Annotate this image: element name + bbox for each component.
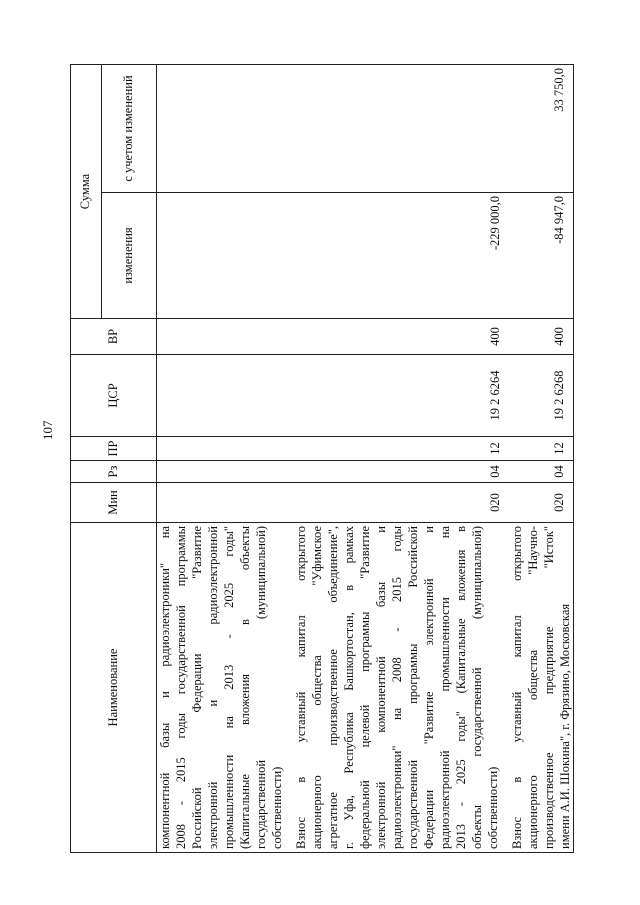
row-name-line: Российской Федерации "Развитие: [190, 526, 204, 849]
col-header-pr: ПР: [71, 437, 157, 461]
row-name-line: Федерации "Развитие электронной и: [422, 526, 436, 849]
row-min: [157, 483, 294, 523]
row-name-line: государственной (муниципальной): [254, 526, 268, 849]
row-vr: [157, 319, 294, 355]
col-header-izm: изменения: [102, 193, 157, 319]
table-body: [157, 65, 574, 853]
row-name-line: г. Уфа, Республика Башкортостан, в рамках: [342, 526, 356, 849]
row-name-line: агрегатное производственное объединение",: [326, 526, 340, 849]
col-header-name: Наименование: [71, 523, 157, 853]
row-itog: [293, 65, 509, 193]
row-name-line: промышленности на 2013 - 2025 годы": [222, 526, 236, 849]
row-izm: [157, 193, 294, 319]
row-itog: 33 750,0: [509, 65, 574, 193]
col-header-min: Мин: [71, 483, 157, 523]
row-name-line: собственности): [486, 766, 500, 849]
row-rz: 04: [509, 461, 574, 483]
table-header: [71, 65, 157, 853]
table-row: [509, 65, 574, 853]
row-itog: [157, 65, 294, 193]
row-izm: -229 000,0: [293, 193, 509, 319]
row-rz: [157, 461, 294, 483]
row-csr: 19 2 6268: [509, 355, 574, 437]
row-name-line: электронной и радиоэлектронной: [206, 526, 220, 849]
row-name-line: государственной программы Российской: [406, 526, 420, 849]
row-vr: 400: [509, 319, 574, 355]
row-spacer: [285, 526, 293, 849]
col-header-rz: Рз: [71, 461, 157, 483]
row-pr: [157, 437, 294, 461]
row-name-line: собственности): [270, 766, 284, 849]
row-izm: -84 947,0: [509, 193, 574, 319]
row-name-line: имени А.И. Шокина", г. Фрязино, Московская: [558, 603, 572, 849]
row-name-line: 2013 - 2025 годы" (Капитальные вложения в: [454, 526, 468, 849]
row-name-line: федеральной целевой программы "Развитие: [358, 526, 372, 849]
row-name-line: радиоэлектроники" на 2008 - 2015 годы: [390, 526, 404, 849]
col-header-summa: Сумма: [71, 65, 102, 319]
row-name-line: Взнос в уставный капитал открытого: [510, 526, 524, 849]
row-rz: 04: [293, 461, 509, 483]
row-vr: 400: [293, 319, 509, 355]
row-name-line: (Капитальные вложения в объекты: [238, 526, 252, 849]
row-name-line: объекты государственной (муниципальной): [470, 526, 484, 849]
table-row: [157, 65, 294, 853]
row-name-line: производственное предприятие "Исток": [542, 526, 556, 849]
row-name-line: Взнос в уставный капитал открытого: [294, 526, 308, 849]
page-number: 107: [40, 420, 55, 440]
table-row: [293, 65, 509, 853]
row-name-line: акционерного общества "Научно-: [526, 526, 540, 849]
col-header-vr: ВР: [71, 319, 157, 355]
row-name-line: 2008 - 2015 годы государственной программы: [174, 526, 188, 849]
row-name: [157, 523, 294, 853]
col-header-s-uchetom: с учетом изменений: [102, 65, 157, 193]
row-name-line: компонентной базы и радиоэлектроники" на: [158, 526, 172, 849]
row-csr: [157, 355, 294, 437]
row-name: [509, 523, 574, 853]
row-csr: 19 2 6264: [293, 355, 509, 437]
row-spacer: [501, 526, 509, 849]
row-min: 020: [509, 483, 574, 523]
row-name-line: радиоэлектронной промышленности на: [438, 526, 452, 849]
budget-table: [70, 64, 574, 853]
row-pr: 12: [293, 437, 509, 461]
row-min: 020: [293, 483, 509, 523]
row-pr: 12: [509, 437, 574, 461]
row-name-line: акционерного общества "Уфимское: [310, 526, 324, 849]
row-name: [293, 523, 509, 853]
row-name-line: электронной компонентной базы и: [374, 526, 388, 849]
col-header-csr: ЦСР: [71, 355, 157, 437]
